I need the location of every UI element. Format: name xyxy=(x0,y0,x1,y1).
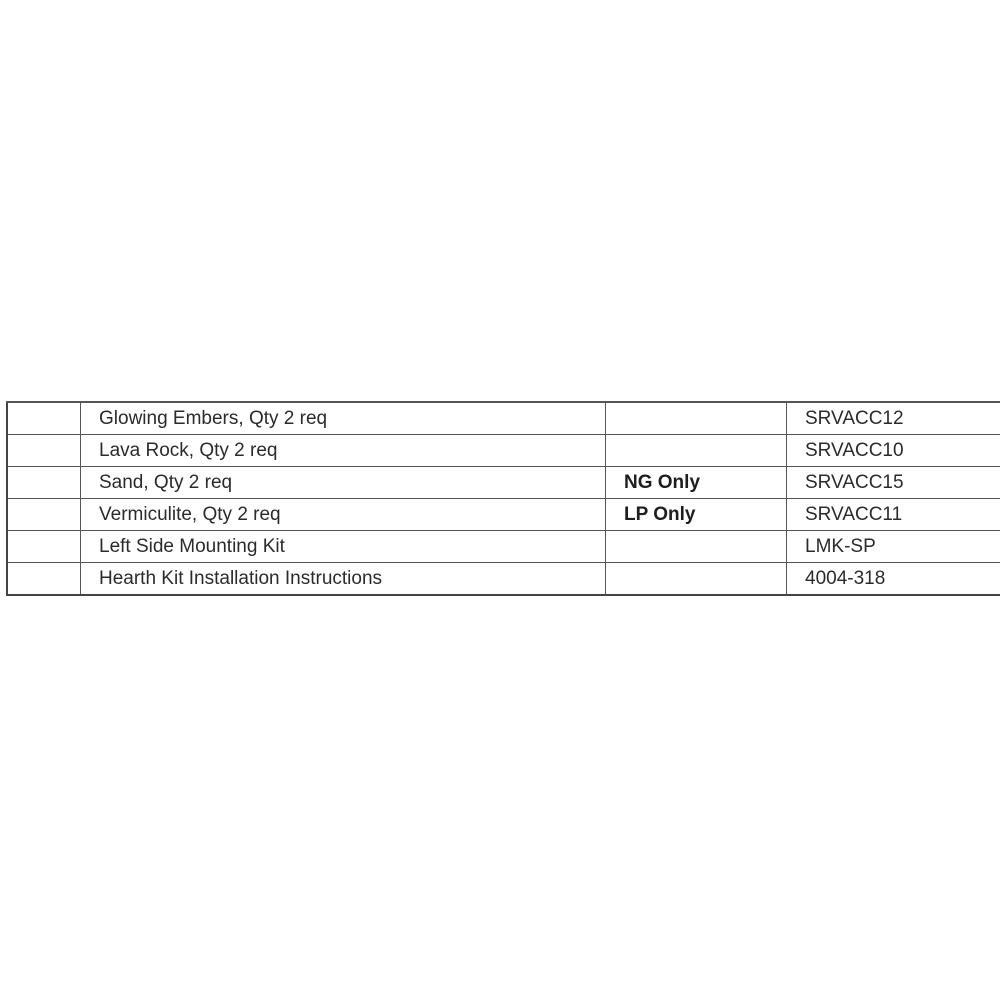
part-number-cell: SRVACC10 xyxy=(787,435,1000,467)
item-number-cell xyxy=(7,467,81,499)
part-number-cell: LMK-SP xyxy=(787,531,1000,563)
table-row xyxy=(7,402,1000,435)
description-cell: Lava Rock, Qty 2 req xyxy=(81,435,606,467)
part-number-cell: SRVACC15 xyxy=(787,467,1000,499)
table-row xyxy=(7,531,1000,563)
description-cell: Sand, Qty 2 req xyxy=(81,467,606,499)
note-cell xyxy=(606,435,787,467)
note-cell: NG Only xyxy=(606,467,787,499)
description-cell: Vermiculite, Qty 2 req xyxy=(81,499,606,531)
note-cell xyxy=(606,563,787,596)
note-cell xyxy=(606,531,787,563)
note-cell xyxy=(606,402,787,435)
part-number-cell: SRVACC12 xyxy=(787,402,1000,435)
note-cell: LP Only xyxy=(606,499,787,531)
item-number-cell xyxy=(7,435,81,467)
description-cell: Hearth Kit Installation Instructions xyxy=(81,563,606,596)
description-cell: Glowing Embers, Qty 2 req xyxy=(81,402,606,435)
part-number-cell: 4004-318 xyxy=(787,563,1000,596)
table-row xyxy=(7,563,1000,596)
item-number-cell xyxy=(7,402,81,435)
item-number-cell xyxy=(7,531,81,563)
table-row xyxy=(7,467,1000,499)
parts-table xyxy=(6,401,1000,596)
description-cell: Left Side Mounting Kit xyxy=(81,531,606,563)
part-number-cell: SRVACC11 xyxy=(787,499,1000,531)
item-number-cell xyxy=(7,499,81,531)
item-number-cell xyxy=(7,563,81,596)
table-row xyxy=(7,499,1000,531)
table-row xyxy=(7,435,1000,467)
